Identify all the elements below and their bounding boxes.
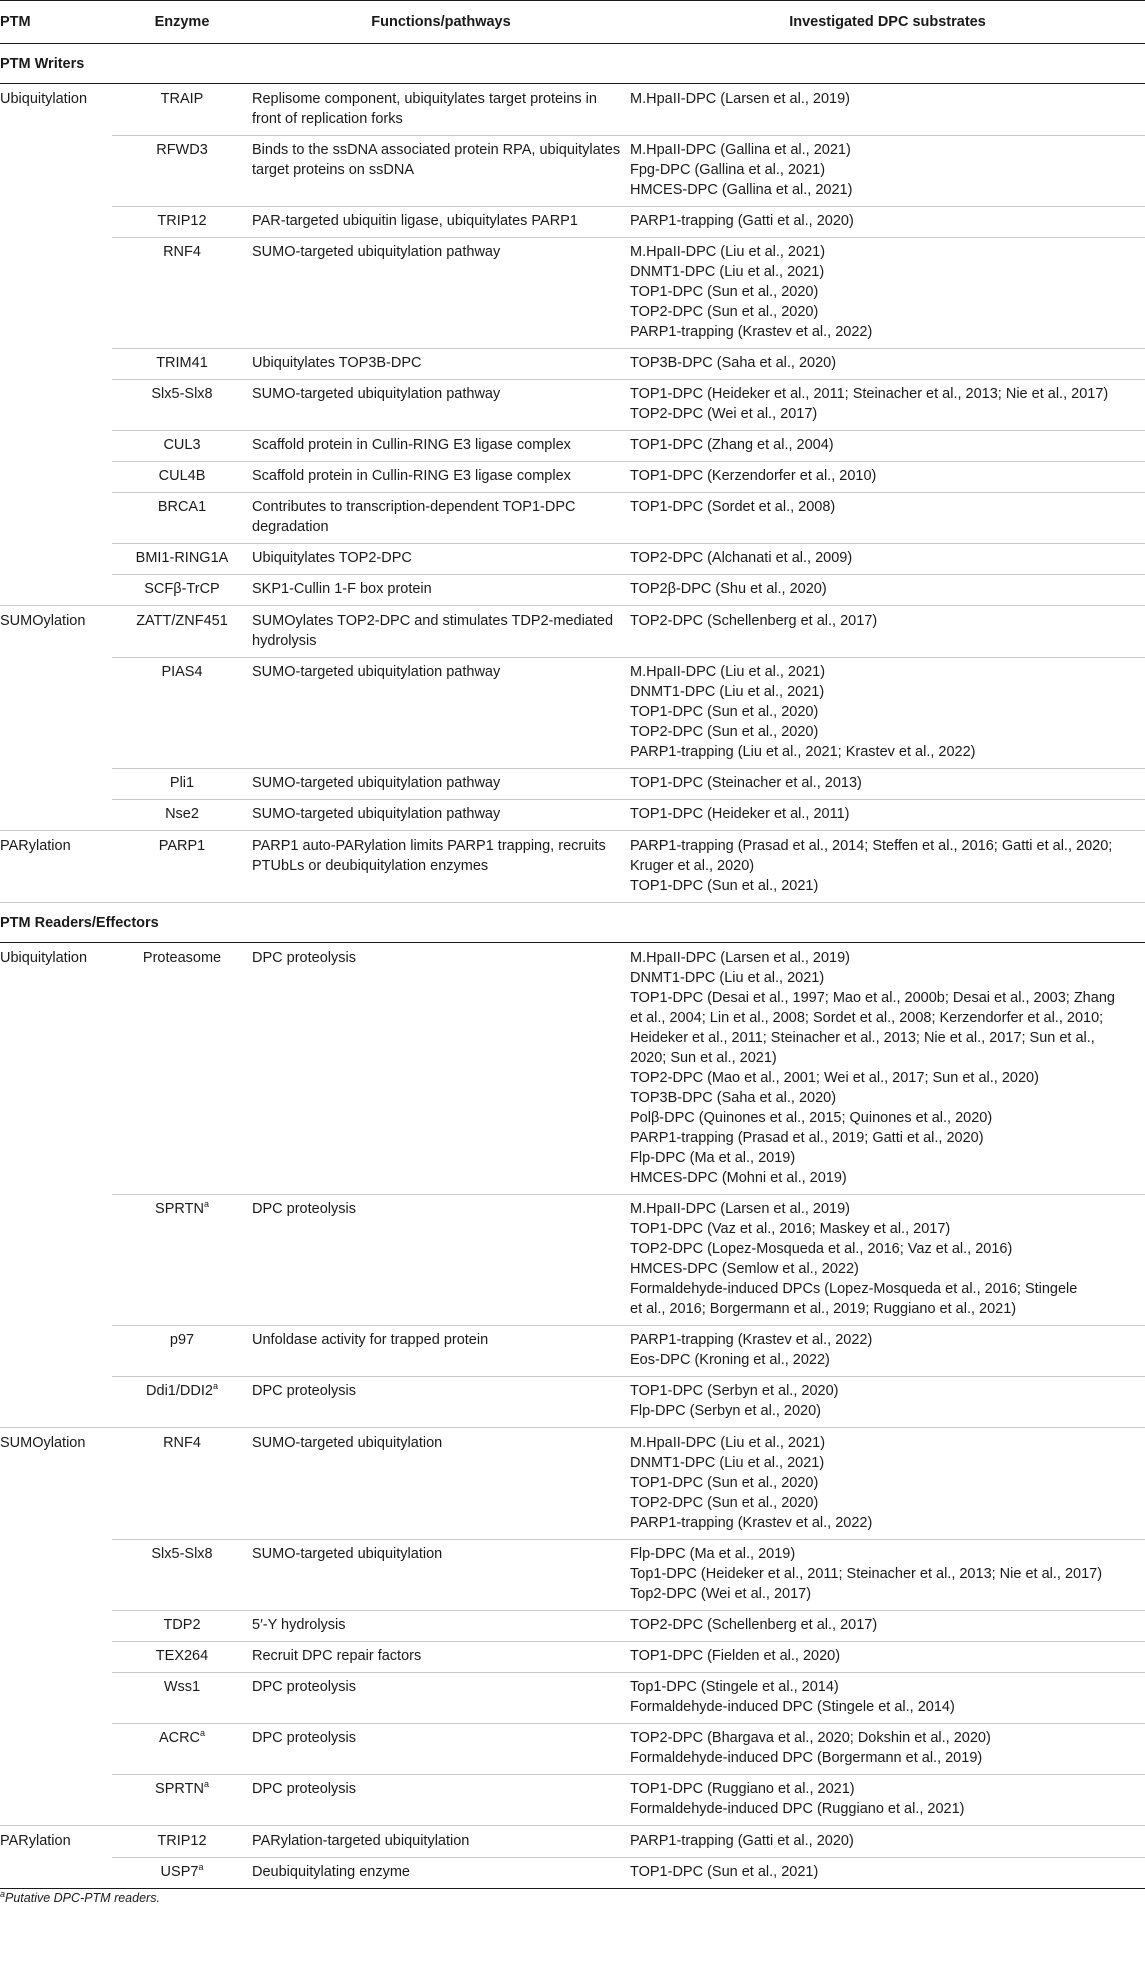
enzyme-name: p97 bbox=[169, 1332, 195, 1348]
function-cell: SUMO-targeted ubiquitylation pathway bbox=[252, 806, 501, 822]
enzyme-cell bbox=[112, 1199, 252, 1319]
function-cell: Recruit DPC repair factors bbox=[252, 1648, 422, 1664]
table-row bbox=[0, 1539, 1145, 1610]
function-cell: Scaffold protein in Cullin-RING E3 ligase complex bbox=[252, 468, 571, 484]
enzyme-cell bbox=[112, 836, 252, 896]
substrates-cell: TOP1-DPC (Ruggiano et al., 2021) Formaldehyde-induced DPC (Ruggiano et al., 2021) bbox=[630, 1781, 965, 1817]
enzyme-name: RNF4 bbox=[163, 1435, 201, 1451]
enzyme-cell bbox=[112, 89, 252, 129]
substrates-cell: Top1-DPC (Stingele et al., 2014) Formaldehyde-induced DPC (Stingele et al., 2014) bbox=[630, 1679, 955, 1715]
enzyme-name: BMI1-RING1A bbox=[135, 550, 229, 566]
table-row bbox=[0, 1641, 1145, 1672]
enzyme-name: Pli1 bbox=[169, 775, 195, 791]
enzyme-name: CUL4B bbox=[158, 468, 206, 484]
ptm-cell bbox=[0, 466, 112, 486]
enzyme-cell bbox=[112, 773, 252, 793]
substrates-cell: TOP1-DPC (Steinacher et al., 2013) bbox=[630, 775, 862, 791]
function-cell: SUMO-targeted ubiquitylation bbox=[252, 1546, 443, 1562]
function-cell: Binds to the ssDNA associated protein RPA, ubiquitylates target proteins on ssDNA bbox=[252, 142, 621, 178]
enzyme-name: CUL3 bbox=[163, 437, 201, 453]
ptm-cell bbox=[0, 1677, 112, 1717]
enzyme-name: TRIP12 bbox=[157, 1833, 207, 1849]
header-substrates: Investigated DPC substrates bbox=[789, 14, 986, 30]
enzyme-cell bbox=[112, 435, 252, 455]
function-cell: SKP1-Cullin 1-F box protein bbox=[252, 581, 432, 597]
function-cell: PAR-targeted ubiquitin ligase, ubiquitylates PARP1 bbox=[252, 213, 578, 229]
enzyme-cell bbox=[112, 948, 252, 1188]
ptm-cell: Ubiquitylation bbox=[0, 950, 88, 966]
enzyme-name: Ddi1/DDI2 bbox=[146, 1383, 213, 1399]
substrates-cell: TOP2-DPC (Alchanati et al., 2009) bbox=[630, 550, 853, 566]
table-row bbox=[0, 1376, 1145, 1428]
table-row bbox=[0, 206, 1145, 237]
enzyme-cell bbox=[112, 1728, 252, 1768]
enzyme-cell bbox=[112, 1779, 252, 1819]
enzyme-name: USP7 bbox=[160, 1864, 199, 1880]
enzyme-name: Wss1 bbox=[163, 1679, 201, 1695]
table-row bbox=[0, 135, 1145, 206]
table-row bbox=[0, 430, 1145, 461]
substrates-cell: TOP1-DPC (Serbyn et al., 2020) Flp-DPC (Serbyn et al., 2020) bbox=[630, 1383, 839, 1419]
substrates-cell: M.HpaII-DPC (Liu et al., 2021) DNMT1-DPC (Liu et al., 2021) TOP1-DPC (Sun et al., 2020) TOP2-DPC (Sun et al., 2020) PARP1-trapping (Liu et al., 2021; Krastev et al., 2022) bbox=[630, 664, 976, 760]
substrates-cell: Flp-DPC (Ma et al., 2019) Top1-DPC (Heideker et al., 2011; Steinacher et al., 2013; Nie et al., 2017) Top2-DPC (Wei et al., 2017) bbox=[630, 1546, 1103, 1602]
table-row bbox=[0, 1194, 1145, 1325]
substrates-cell: PARP1-trapping (Krastev et al., 2022) Eos-DPC (Kroning et al., 2022) bbox=[630, 1332, 873, 1368]
substrates-cell: PARP1-trapping (Prasad et al., 2014; Steffen et al., 2016; Gatti et al., 2020; Kruger et al., 2020) TOP1-DPC (Sun et al., 2021) bbox=[630, 838, 1113, 894]
enzyme-cell bbox=[112, 242, 252, 342]
ptm-cell bbox=[0, 1199, 112, 1319]
ptm-cell: PARylation bbox=[0, 838, 71, 854]
enzyme-cell bbox=[112, 1381, 252, 1421]
enzyme-name: PIAS4 bbox=[161, 664, 203, 680]
ptm-cell bbox=[0, 804, 112, 824]
table-row bbox=[0, 1672, 1145, 1723]
ptm-cell bbox=[0, 242, 112, 342]
enzyme-cell bbox=[112, 1677, 252, 1717]
header-enzyme: Enzyme bbox=[154, 14, 210, 30]
table-row bbox=[0, 943, 1145, 1194]
enzyme-cell bbox=[112, 497, 252, 537]
ptm-cell: PARylation bbox=[0, 1833, 71, 1849]
enzyme-name: Slx5-Slx8 bbox=[151, 386, 213, 402]
table-row bbox=[0, 1723, 1145, 1774]
ptm-cell: SUMOylation bbox=[0, 1435, 86, 1451]
function-cell: Ubiquitylates TOP2-DPC bbox=[252, 550, 412, 566]
section-row bbox=[0, 44, 1145, 84]
table-row bbox=[0, 84, 1145, 135]
function-cell: Deubiquitylating enzyme bbox=[252, 1864, 410, 1880]
function-cell: SUMO-targeted ubiquitylation pathway bbox=[252, 664, 501, 680]
table-row bbox=[0, 348, 1145, 379]
enzyme-cell bbox=[112, 611, 252, 651]
substrates-cell: TOP1-DPC (Sordet et al., 2008) bbox=[630, 499, 836, 515]
table-row bbox=[0, 831, 1145, 903]
enzyme-name: ZATT/ZNF451 bbox=[136, 613, 228, 629]
enzyme-name: PARP1 bbox=[158, 838, 206, 854]
table-row bbox=[0, 237, 1145, 348]
enzyme-name: BRCA1 bbox=[157, 499, 207, 515]
enzyme-cell bbox=[112, 804, 252, 824]
ptm-cell bbox=[0, 662, 112, 762]
substrates-cell: TOP2β-DPC (Shu et al., 2020) bbox=[630, 581, 827, 597]
enzyme-name: TRIM41 bbox=[156, 355, 208, 371]
ptm-cell bbox=[0, 1862, 112, 1882]
ptm-cell bbox=[0, 1615, 112, 1635]
table-row bbox=[0, 492, 1145, 543]
ptm-cell bbox=[0, 1646, 112, 1666]
footnote bbox=[0, 1888, 160, 1905]
enzyme-name: Proteasome bbox=[142, 950, 222, 966]
substrates-cell: TOP1-DPC (Sun et al., 2021) bbox=[630, 1864, 819, 1880]
footnote-text: Putative DPC-PTM readers. bbox=[5, 1891, 160, 1905]
substrates-cell: M.HpaII-DPC (Gallina et al., 2021) Fpg-DPC (Gallina et al., 2021) HMCES-DPC (Gallina et al., 2021) bbox=[630, 142, 853, 198]
enzyme-name: SPRTN bbox=[155, 1201, 204, 1217]
function-cell: Scaffold protein in Cullin-RING E3 ligase complex bbox=[252, 437, 571, 453]
section-title: PTM Writers bbox=[0, 55, 85, 72]
enzyme-name: TEX264 bbox=[155, 1648, 209, 1664]
ptm-cell bbox=[0, 353, 112, 373]
enzyme-cell bbox=[112, 1544, 252, 1604]
substrates-cell: TOP2-DPC (Bhargava et al., 2020; Dokshin et al., 2020) Formaldehyde-induced DPC (Borgermann et al., 2019) bbox=[630, 1730, 991, 1766]
header-ptm: PTM bbox=[0, 14, 31, 30]
enzyme-cell bbox=[112, 579, 252, 599]
function-cell: DPC proteolysis bbox=[252, 1383, 356, 1399]
table-row bbox=[0, 768, 1145, 799]
enzyme-cell bbox=[112, 211, 252, 231]
enzyme-cell bbox=[112, 1433, 252, 1533]
enzyme-name: SPRTN bbox=[155, 1781, 204, 1797]
function-cell: Contributes to transcription-dependent TOP1-DPC degradation bbox=[252, 499, 576, 535]
table-row bbox=[0, 657, 1145, 768]
ptm-cell bbox=[0, 1779, 112, 1819]
substrates-cell: TOP1-DPC (Heideker et al., 2011; Steinacher et al., 2013; Nie et al., 2017) TOP2-DPC (Wei et al., 2017) bbox=[630, 386, 1109, 422]
enzyme-cell bbox=[112, 140, 252, 200]
enzyme-cell bbox=[112, 1615, 252, 1635]
ptm-cell bbox=[0, 497, 112, 537]
ptm-cell bbox=[0, 211, 112, 231]
ptm-cell: SUMOylation bbox=[0, 613, 86, 629]
header-functions: Functions/pathways bbox=[371, 14, 511, 30]
ptm-cell bbox=[0, 1544, 112, 1604]
table-row bbox=[0, 543, 1145, 574]
function-cell: DPC proteolysis bbox=[252, 1201, 356, 1217]
function-cell: DPC proteolysis bbox=[252, 1781, 356, 1797]
table-row bbox=[0, 1325, 1145, 1376]
table-row bbox=[0, 461, 1145, 492]
table-row bbox=[0, 799, 1145, 831]
enzyme-name: SCFβ-TrCP bbox=[144, 581, 220, 597]
table-row bbox=[0, 379, 1145, 430]
substrates-cell: TOP2-DPC (Schellenberg et al., 2017) bbox=[630, 613, 878, 629]
substrates-cell: TOP2-DPC (Schellenberg et al., 2017) bbox=[630, 1617, 878, 1633]
enzyme-name: RFWD3 bbox=[156, 142, 208, 158]
enzyme-name: Slx5-Slx8 bbox=[151, 1546, 213, 1562]
substrates-cell: M.HpaII-DPC (Larsen et al., 2019) DNMT1-DPC (Liu et al., 2021) TOP1-DPC (Desai et al., 1997; Mao et al., 2000b; Desai et al., 2003; Zhang et al., 2004; Lin et al., 2008; Sordet et al., 2008; Kerzendorfer et al., 2010; Heideker et al., 2011; Steinacher et al., 2013; Nie et al., 2017; Sun et al., 2020; Sun et al., 2021) TOP2-DPC (Mao et al., 2001; Wei et al., 2017; Sun et al., 2020) TOP3B-DPC (Saha et al., 2020) Polβ-DPC (Quinones et al., 2015; Quinones et al., 2020) PARP1-trapping (Prasad et al., 2019; Gatti et al., 2020) Flp-DPC (Ma et al., 2019) HMCES-DPC (Mohni et al., 2019) bbox=[630, 950, 1115, 1186]
table-row bbox=[0, 1610, 1145, 1641]
enzyme-cell bbox=[112, 1862, 252, 1882]
enzyme-name: ACRC bbox=[158, 1730, 201, 1746]
enzyme-name: TRAIP bbox=[160, 91, 204, 107]
ptm-cell bbox=[0, 435, 112, 455]
table-row bbox=[0, 1826, 1145, 1857]
ptm-cell bbox=[0, 579, 112, 599]
function-cell: DPC proteolysis bbox=[252, 950, 356, 966]
substrates-cell: M.HpaII-DPC (Liu et al., 2021) DNMT1-DPC (Liu et al., 2021) TOP1-DPC (Sun et al., 2020) TOP2-DPC (Sun et al., 2020) PARP1-trapping (Krastev et al., 2022) bbox=[630, 244, 873, 340]
ptm-cell bbox=[0, 1330, 112, 1370]
section-row bbox=[0, 903, 1145, 943]
enzyme-name: Nse2 bbox=[165, 806, 199, 822]
enzyme-cell bbox=[112, 1831, 252, 1851]
enzyme-name: TRIP12 bbox=[157, 213, 207, 229]
table-row bbox=[0, 1857, 1145, 1889]
table-row bbox=[0, 606, 1145, 657]
substrates-cell: PARP1-trapping (Gatti et al., 2020) bbox=[630, 213, 854, 229]
function-cell: Replisome component, ubiquitylates target proteins in front of replication forks bbox=[252, 91, 597, 127]
function-cell: PARP1 auto-PARylation limits PARP1 trapping, recruits PTUbLs or deubiquitylation enzymes bbox=[252, 838, 606, 874]
function-cell: SUMO-targeted ubiquitylation pathway bbox=[252, 386, 501, 402]
enzyme-cell bbox=[112, 548, 252, 568]
substrates-cell: M.HpaII-DPC (Liu et al., 2021) DNMT1-DPC (Liu et al., 2021) TOP1-DPC (Sun et al., 2020) TOP2-DPC (Sun et al., 2020) PARP1-trapping (Krastev et al., 2022) bbox=[630, 1435, 873, 1531]
table-body bbox=[0, 44, 1145, 1889]
substrates-cell: TOP1-DPC (Zhang et al., 2004) bbox=[630, 437, 834, 453]
function-cell: DPC proteolysis bbox=[252, 1679, 356, 1695]
function-cell: SUMO-targeted ubiquitylation bbox=[252, 1435, 443, 1451]
substrates-cell: TOP1-DPC (Fielden et al., 2020) bbox=[630, 1648, 841, 1664]
enzyme-cell bbox=[112, 353, 252, 373]
ptm-cell bbox=[0, 1381, 112, 1421]
function-cell: SUMOylates TOP2-DPC and stimulates TDP2-mediated hydrolysis bbox=[252, 613, 614, 649]
substrates-cell: TOP1-DPC (Kerzendorfer et al., 2010) bbox=[630, 468, 877, 484]
footnote-mark: a bbox=[0, 1888, 6, 1899]
function-cell: PARylation-targeted ubiquitylation bbox=[252, 1833, 470, 1849]
footnote-marker: a bbox=[203, 1779, 209, 1790]
substrates-cell: PARP1-trapping (Gatti et al., 2020) bbox=[630, 1833, 854, 1849]
enzyme-cell bbox=[112, 662, 252, 762]
substrates-cell: M.HpaII-DPC (Larsen et al., 2019) TOP1-DPC (Vaz et al., 2016; Maskey et al., 2017) TOP2-DPC (Lopez-Mosqueda et al., 2016; Vaz et al., 2016) HMCES-DPC (Semlow et al., 2022) Formaldehyde-induced DPCs (Lopez-Mosqueda et al., 2016; Stingele et al., 2016; Borgermann et al., 2019; Ruggiano et al., 2021) bbox=[630, 1201, 1078, 1317]
function-cell: Unfoldase activity for trapped protein bbox=[252, 1332, 489, 1348]
ptm-cell bbox=[0, 384, 112, 424]
ptm-cell bbox=[0, 773, 112, 793]
substrates-cell: M.HpaII-DPC (Larsen et al., 2019) bbox=[630, 91, 851, 107]
table-header bbox=[0, 0, 1145, 44]
substrates-cell: TOP3B-DPC (Saha et al., 2020) bbox=[630, 355, 837, 371]
substrates-cell: TOP1-DPC (Heideker et al., 2011) bbox=[630, 806, 850, 822]
table-row bbox=[0, 1774, 1145, 1826]
footnote-marker: a bbox=[198, 1862, 204, 1873]
table-row bbox=[0, 1428, 1145, 1539]
function-cell: Ubiquitylates TOP3B-DPC bbox=[252, 355, 422, 371]
function-cell: 5′-Y hydrolysis bbox=[252, 1617, 346, 1633]
enzyme-name: RNF4 bbox=[163, 244, 201, 260]
footnote-marker: a bbox=[203, 1199, 209, 1210]
function-cell: SUMO-targeted ubiquitylation pathway bbox=[252, 775, 501, 791]
enzyme-name: TDP2 bbox=[163, 1617, 201, 1633]
ptm-cell bbox=[0, 140, 112, 200]
footnote-marker: a bbox=[212, 1381, 218, 1392]
ptm-cell: Ubiquitylation bbox=[0, 91, 88, 107]
section-title: PTM Readers/Effectors bbox=[0, 914, 159, 931]
function-cell: DPC proteolysis bbox=[252, 1730, 356, 1746]
enzyme-cell bbox=[112, 1330, 252, 1370]
enzyme-cell bbox=[112, 1646, 252, 1666]
enzyme-cell bbox=[112, 384, 252, 424]
footnote-marker: a bbox=[200, 1728, 206, 1739]
ptm-cell bbox=[0, 548, 112, 568]
function-cell: SUMO-targeted ubiquitylation pathway bbox=[252, 244, 501, 260]
enzyme-cell bbox=[112, 466, 252, 486]
ptm-cell bbox=[0, 1728, 112, 1768]
table-row bbox=[0, 574, 1145, 606]
